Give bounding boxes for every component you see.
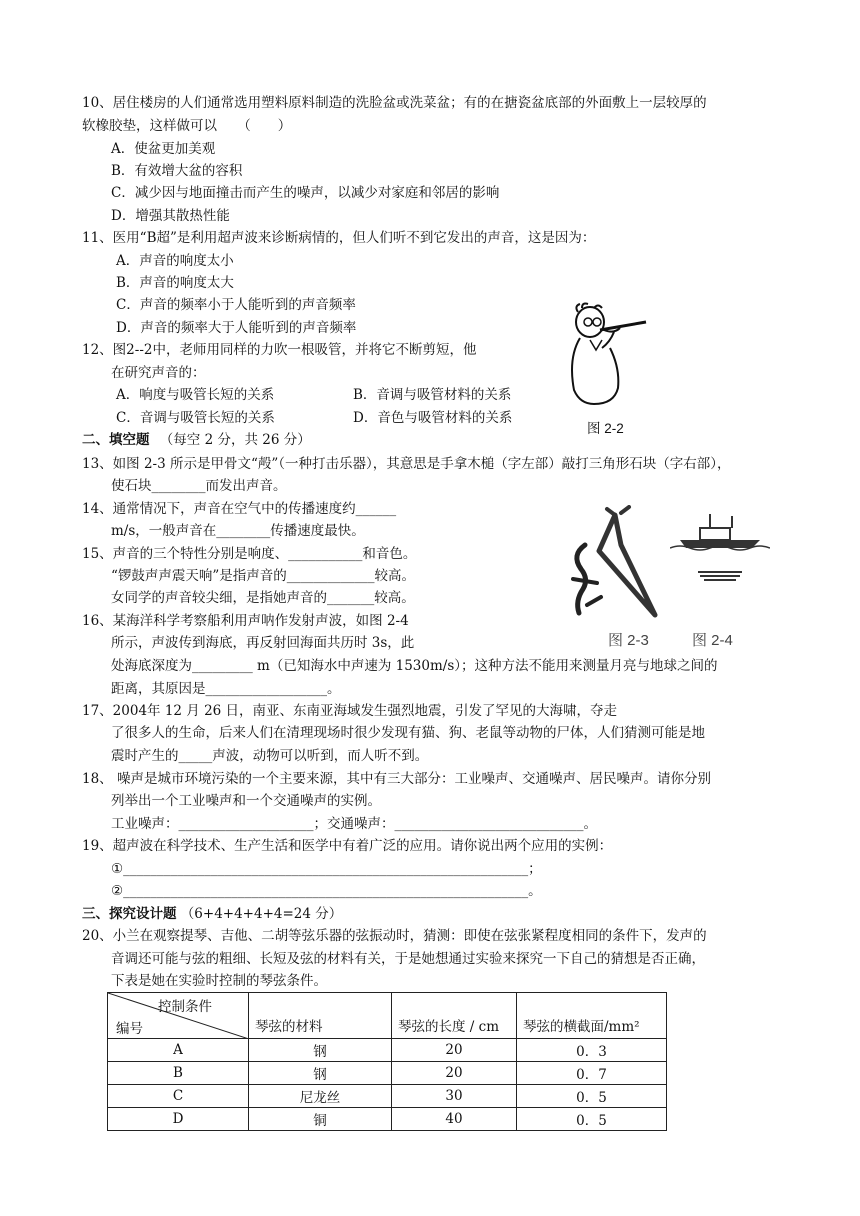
- q12-option-b: B．音调与吸管材料的关系: [353, 387, 512, 403]
- header-id-label: 编号: [116, 1021, 143, 1037]
- header-cross-section: 琴弦的横截面/mm²: [517, 993, 667, 1039]
- q10-option-a: A．使盆更加美观: [111, 141, 216, 157]
- q10-option-d: D．增强其散热性能: [111, 208, 230, 224]
- q18-line1: 18、 噪声是城市环境污染的一个主要来源，其中有三大部分：工业噪声、交通噪声、居民噪声。请你分别: [82, 771, 711, 787]
- table-row: [108, 1062, 667, 1085]
- q10-option-c: C．减少因与地面撞击而产生的噪声，以减少对家庭和邻居的影响: [111, 185, 500, 201]
- q10-line2: 软橡胶垫，这样做可以 （ ）: [82, 118, 292, 134]
- row-material: 钢: [249, 1062, 392, 1085]
- q17-line3: 震时产生的_____声波，动物可以听到，而人听不到。: [111, 748, 429, 764]
- q18-line2: 列举出一个工业噪声和一个交通噪声的实例。: [111, 793, 381, 809]
- q11-option-a: A．声音的响度太小: [116, 253, 234, 269]
- q16-line1: 16、某海洋科学考察船利用声呐作发射声波，如图 2-4: [82, 613, 409, 629]
- q16-line3: 处海底深度为_________ m（已知海水中声速为 1530m/s）；这种方法不能用来测量月亮与地球之间的: [111, 658, 718, 674]
- figure-2-3-caption: 图 2-3: [608, 632, 649, 649]
- q15-line1: 15、声音的三个特性分别是响度、___________和音色。: [82, 546, 417, 562]
- q14-line2: m/s，一般声音在________传播速度最快。: [111, 523, 365, 539]
- q11-option-c: C．声音的频率小于人能听到的声音频率: [116, 297, 356, 313]
- row-length: 30: [392, 1085, 517, 1108]
- row-cross-section: 0．5: [517, 1108, 667, 1131]
- q11-option-d: D．声音的频率大于人能听到的声音频率: [116, 320, 357, 336]
- q10-line1: 10、居住楼房的人们通常选用塑料原料制造的洗脸盆或洗菜盆；有的在搪瓷盆底部的外面敷上一层较厚的: [82, 95, 707, 111]
- q14-line1: 14、通常情况下，声音在空气中的传播速度约______: [82, 501, 397, 517]
- q15-line2: “锣鼓声声震天响”是指声音的_____________较高。: [111, 568, 416, 584]
- q12-option-a: A．响度与吸管长短的关系: [116, 387, 275, 403]
- row-material: 钢: [249, 1039, 392, 1062]
- section-2-heading: [82, 431, 311, 449]
- q20-line1: 20、小兰在观察提琴、吉他、二胡等弦乐器的弦振动时，猜测：即使在弦张紧程度相同的条件下，发声的: [82, 928, 707, 944]
- oracle-bone-character-figure: [565, 505, 665, 625]
- figure-2-2-caption: 图 2-2: [587, 421, 624, 436]
- q17-line2: 了很多人的生命，后来人们在清理现场时很少发现有猫、狗、老鼠等动物的尸体，人们猜测可能是地: [111, 725, 705, 741]
- q13-line2: 使石块________而发出声音。: [111, 478, 287, 494]
- q12-option-d: D．音色与吸管材料的关系: [353, 410, 513, 426]
- table-header-row: [108, 993, 667, 1039]
- q11-option-b: B．声音的响度太大: [116, 275, 234, 291]
- row-cross-section: 0．3: [517, 1039, 667, 1062]
- q11-line1: 11、医用“B超”是利用超声波来诊断病情的，但人们听不到它发出的声音，这是因为：: [82, 230, 596, 246]
- q17-line1: 17、2004年 12 月 26 日，南亚、东南亚海域发生强烈地震，引发了罕见的大海啸，夺走: [82, 703, 618, 719]
- row-cross-section: 0．7: [517, 1062, 667, 1085]
- table-corner-header: [108, 993, 249, 1039]
- row-id: B: [108, 1062, 249, 1085]
- q12-line1: 12、图2--2中，老师用同样的力吹一根吸管，并将它不断剪短，他: [82, 342, 477, 358]
- q20-line2: 音调还可能与弦的粗细、长短及弦的材料有关，于是她想通过实验来探究一下自己的猜想是否正确，: [111, 951, 705, 967]
- row-material: 尼龙丝: [249, 1085, 392, 1108]
- section-3-heading: [82, 905, 342, 923]
- q10-option-b: B．有效增大盆的容积: [111, 163, 243, 179]
- q13-line1: 13、如图 2-3 所示是甲骨文“殸”（一种打击乐器），其意思是手拿木槌（字左部）敲打三角形石块（字右部），: [82, 456, 731, 472]
- q15-line3: 女同学的声音较尖细，是指她声音的_______较高。: [111, 590, 415, 606]
- row-length: 20: [392, 1062, 517, 1085]
- row-cross-section: 0．5: [517, 1085, 667, 1108]
- q16-line4: 距离，其原因是__________________。: [111, 681, 341, 697]
- section-2-title: 二、填空题: [82, 432, 150, 448]
- section-2-note: （每空 2 分，共 26 分）: [159, 432, 311, 448]
- row-id: A: [108, 1039, 249, 1062]
- row-length: 20: [392, 1039, 517, 1062]
- row-length: 40: [392, 1108, 517, 1131]
- q12-line2: 在研究声音的：: [111, 365, 206, 381]
- header-control-label: 控制条件: [158, 999, 212, 1015]
- sonar-ship-figure: [670, 510, 770, 590]
- q20-line3: 下表是她在实验时控制的琴弦条件。: [111, 973, 327, 989]
- teacher-blowing-straw-figure: [560, 300, 650, 408]
- q19-line1: 19、超声波在科学技术、生产生活和医学中有着广泛的应用。请你说出两个应用的实例：: [82, 838, 613, 854]
- q19-answer-2: ②____________________________________________________________。: [111, 883, 542, 899]
- q16-line2: 所示，声波传到海底，再反射回海面共历时 3s，此: [111, 635, 415, 651]
- q19-answer-1: ①____________________________________________________________；: [111, 861, 542, 877]
- table-row: [108, 1108, 667, 1131]
- section-3-note: （6+4+4+4+4=24 分）: [180, 906, 343, 922]
- row-material: 铜: [249, 1108, 392, 1131]
- string-conditions-table: [107, 992, 667, 1131]
- row-id: D: [108, 1108, 249, 1131]
- header-length: 琴弦的长度 / cm: [392, 993, 517, 1039]
- row-id: C: [108, 1085, 249, 1108]
- section-3-title: 三、探究设计题: [82, 906, 177, 922]
- header-material: 琴弦的材料: [249, 993, 392, 1039]
- q18-line3: 工业噪声：____________________；交通噪声：____________________________。: [111, 816, 597, 832]
- figure-2-4-caption: 图 2-4: [692, 632, 733, 649]
- table-row: [108, 1085, 667, 1108]
- q12-option-c: C．音调与吸管长短的关系: [116, 410, 275, 426]
- table-row: [108, 1039, 667, 1062]
